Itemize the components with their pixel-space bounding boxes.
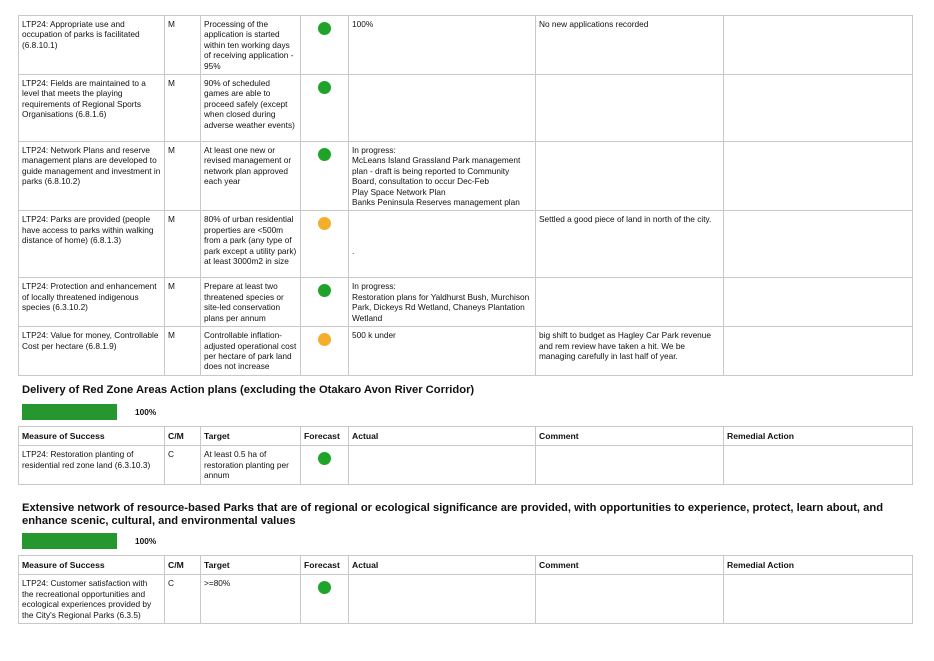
progress-regional-parks xyxy=(22,533,162,549)
progress-fill xyxy=(22,533,117,549)
forecast-cell xyxy=(301,327,349,376)
remedial-cell xyxy=(724,142,913,211)
actual-cell: In progress: Restoration plans for Yaldhurst Bush, Murchison Park, Dickeys Rd Wetland, Chaneys Plantation Wetland xyxy=(349,278,536,327)
measure-cell: LTP24: Parks are provided (people have access to parks within walking distance of home) (6.8.1.3) xyxy=(19,211,165,278)
header-forecast: Forecast xyxy=(301,427,349,446)
remedial-cell xyxy=(724,278,913,327)
forecast-cell xyxy=(301,278,349,327)
table-row xyxy=(19,211,913,278)
forecast-cell xyxy=(301,75,349,142)
forecast-cell xyxy=(301,211,349,278)
comment-cell: big shift to budget as Hagley Car Park revenue and rem review have taken a hit. We be managing carefully in last half of year. xyxy=(536,327,724,376)
measure-cell: LTP24: Value for money, Controllable Cost per hectare (6.8.1.9) xyxy=(19,327,165,376)
comment-cell xyxy=(536,75,724,142)
header-comment: Comment xyxy=(536,556,724,575)
table-row xyxy=(19,75,913,142)
table-row xyxy=(19,575,913,624)
header-measure: Measure of Success xyxy=(19,427,165,446)
cm-cell: M xyxy=(165,142,201,211)
header-actual: Actual xyxy=(349,556,536,575)
header-comment: Comment xyxy=(536,427,724,446)
kpi-table-body xyxy=(19,16,913,376)
target-cell: 80% of urban residential properties are <500m from a park (any type of park except a utility park) at least 3000m2 in size xyxy=(201,211,301,278)
actual-cell: In progress: McLeans Island Grassland Park management plan - draft is being reported to Community Board, consultation to occur Dec-Feb Play Space Network Plan Banks Peninsula Reserves management plan xyxy=(349,142,536,211)
status-dot-icon xyxy=(318,81,331,94)
measure-cell: LTP24: Appropriate use and occupation of parks is facilitated (6.8.10.1) xyxy=(19,16,165,75)
comment-cell: No new applications recorded xyxy=(536,16,724,75)
header-target: Target xyxy=(201,427,301,446)
target-cell: >=80% xyxy=(201,575,301,624)
forecast-cell xyxy=(301,575,349,624)
actual-cell xyxy=(349,446,536,484)
table-header-row xyxy=(19,556,913,575)
comment-cell xyxy=(536,278,724,327)
target-cell: At least 0.5 ha of restoration planting per annum xyxy=(201,446,301,484)
target-cell: Processing of the application is started within ten working days of receiving application - 95% xyxy=(201,16,301,75)
comment-cell xyxy=(536,575,724,624)
section-title-regional-parks: Extensive network of resource-based Parks that are of regional or ecological significance are provided, with opportunities to experience, protect, learn about, and enhance scenic, cultural, and environmental values xyxy=(22,502,884,527)
progress-bar xyxy=(22,533,117,549)
header-cm: C/M xyxy=(165,556,201,575)
actual-cell xyxy=(349,75,536,142)
comment-cell xyxy=(536,142,724,211)
remedial-cell xyxy=(724,211,913,278)
comment-cell xyxy=(536,446,724,484)
cm-cell: C xyxy=(165,446,201,484)
section-title-red-zone: Delivery of Red Zone Areas Action plans (excluding the Otakaro Avon River Corridor) xyxy=(22,384,475,396)
header-cm: C/M xyxy=(165,427,201,446)
measure-cell: LTP24: Fields are maintained to a level that meets the playing requirements of Regional Sports Organisations (6.8.1.6) xyxy=(19,75,165,142)
status-dot-icon xyxy=(318,581,331,594)
measure-cell: LTP24: Restoration planting of residential red zone land (6.3.10.3) xyxy=(19,446,165,484)
forecast-cell xyxy=(301,16,349,75)
progress-fill xyxy=(22,404,117,420)
cm-cell: M xyxy=(165,16,201,75)
status-dot-icon xyxy=(318,217,331,230)
remedial-cell xyxy=(724,16,913,75)
progress-label: 100% xyxy=(135,407,157,417)
kpi-table-parks xyxy=(18,15,913,376)
measure-cell: LTP24: Customer satisfaction with the recreational opportunities and ecological experiences provided by the City's Regional Parks (6.3.5) xyxy=(19,575,165,624)
progress-bar xyxy=(22,404,117,420)
cm-cell: M xyxy=(165,278,201,327)
header-forecast: Forecast xyxy=(301,556,349,575)
status-dot-icon xyxy=(318,284,331,297)
table-header-row xyxy=(19,427,913,446)
cm-cell: C xyxy=(165,575,201,624)
actual-cell xyxy=(349,575,536,624)
header-measure: Measure of Success xyxy=(19,556,165,575)
header-remedial: Remedial Action xyxy=(724,427,913,446)
actual-cell: 500 k under xyxy=(349,327,536,376)
target-cell: Prepare at least two threatened species or site-led conservation plans per annum xyxy=(201,278,301,327)
measure-cell: LTP24: Protection and enhancement of locally threatened indigenous species (6.3.10.2) xyxy=(19,278,165,327)
remedial-cell xyxy=(724,446,913,484)
kpi-table-red-zone xyxy=(18,426,913,485)
kpi-table-regional-parks xyxy=(18,555,913,624)
remedial-cell xyxy=(724,75,913,142)
header-target: Target xyxy=(201,556,301,575)
status-dot-icon xyxy=(318,333,331,346)
table-row xyxy=(19,278,913,327)
remedial-cell xyxy=(724,327,913,376)
table-row xyxy=(19,327,913,376)
status-dot-icon xyxy=(318,452,331,465)
target-cell: Controllable inflation-adjusted operational cost per hectare of park land does not increase xyxy=(201,327,301,376)
table-row xyxy=(19,142,913,211)
forecast-cell xyxy=(301,446,349,484)
remedial-cell xyxy=(724,575,913,624)
status-dot-icon xyxy=(318,22,331,35)
table-row xyxy=(19,446,913,484)
comment-cell: Settled a good piece of land in north of the city. xyxy=(536,211,724,278)
status-dot-icon xyxy=(318,148,331,161)
target-cell: 90% of scheduled games are able to proceed safely (except when closed during adverse weather events) xyxy=(201,75,301,142)
cm-cell: M xyxy=(165,327,201,376)
forecast-cell xyxy=(301,142,349,211)
progress-label: 100% xyxy=(135,536,157,546)
target-cell: At least one new or revised management or network plan approved each year xyxy=(201,142,301,211)
actual-cell: 100% xyxy=(349,16,536,75)
table-row xyxy=(19,16,913,75)
actual-cell: . xyxy=(349,211,536,278)
header-remedial: Remedial Action xyxy=(724,556,913,575)
cm-cell: M xyxy=(165,211,201,278)
progress-red-zone xyxy=(22,404,162,420)
measure-cell: LTP24: Network Plans and reserve management plans are developed to guide management and investment in parks (6.8.10.2) xyxy=(19,142,165,211)
cm-cell: M xyxy=(165,75,201,142)
header-actual: Actual xyxy=(349,427,536,446)
